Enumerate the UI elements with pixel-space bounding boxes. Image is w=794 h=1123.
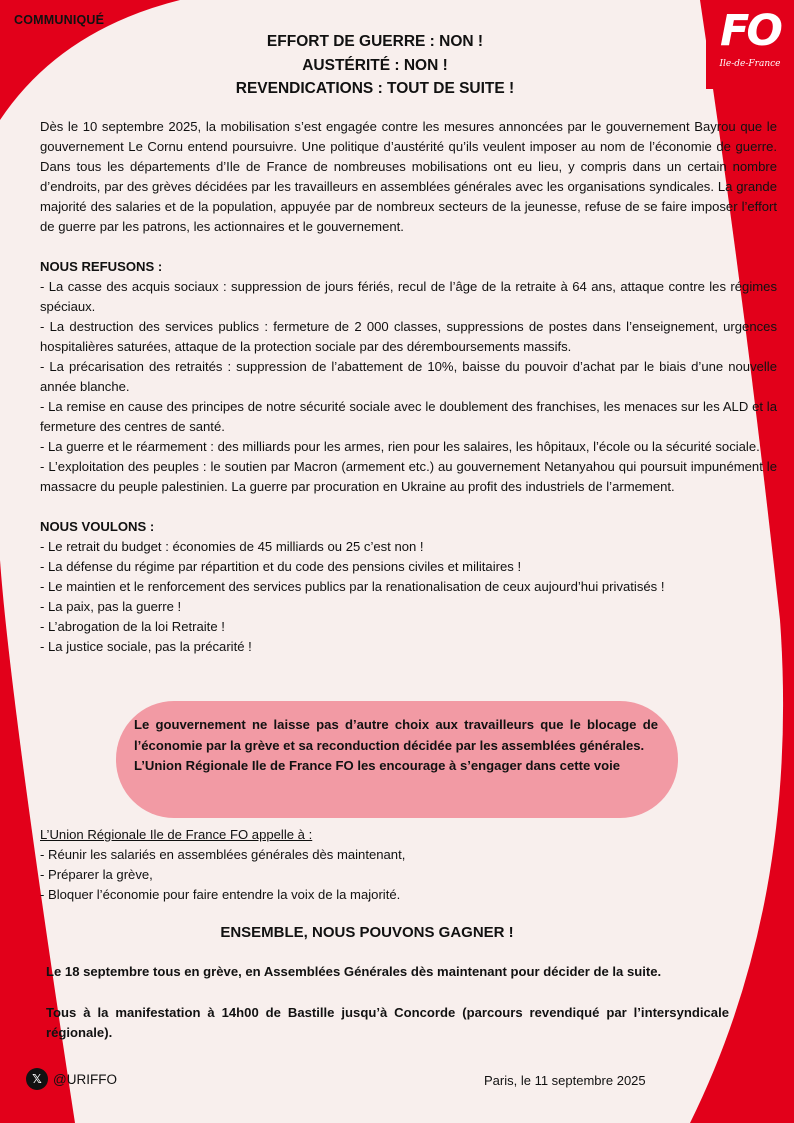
title-line-3: REVENDICATIONS : TOUT DE SUITE ! — [235, 80, 515, 97]
document-date: Paris, le 11 septembre 2025 — [484, 1073, 646, 1088]
strike-call: Le 18 septembre tous en grève, en Assemblées Générales dès maintenant pour décider de la suite. — [46, 964, 662, 979]
page-title — [0, 30, 750, 101]
slogan: ENSEMBLE, NOUS POUVONS GAGNER ! — [220, 924, 514, 941]
refusons-item: - La casse des acquis sociaux : suppression de jours fériés, recul de l’âge de la retraite à 64 ans, attaque contre les régimes spéciaux. — [40, 279, 777, 314]
refusons-item: - La précarisation des retraités : suppression de l’abattement de 10%, baisse du pouvoir d’achat par le biais d’une nouvelle année blanche. — [40, 359, 777, 394]
appel-item: - Réunir les salariés en assemblées générales dès maintenant, — [40, 847, 406, 862]
intro-paragraph: Dès le 10 septembre 2025, la mobilisation s’est engagée contre les mesures annoncées par le gouvernement Bayrou que le gouvernement Le Cornu entend poursuivre. Une politique d’austérité qu’ils veulent imposer au nom de l’économie de guerre. Dans tous les départements d’Ile de France de nombreuses mobilisations ont eu lieu, y compris dans un certain nombre d’endroits, par des grèves décidées par les travailleurs en assemblées générales avec les organisations syndicales. La grande majorité des salaries et de la population, appuyée par de nombreux secteurs de la jeunesse, refuse de se faire imposer l’effort de guerre par les patrons, les actionnaires et le gouvernement. — [40, 119, 777, 234]
voulons-item: - La défense du régime par répartition et du code des pensions civiles et militaires ! — [40, 559, 522, 574]
logo-fo-text: FO — [720, 6, 780, 56]
callout-line-1: Le gouvernement ne laisse pas d’autre choix aux travailleurs que le blocage de l’économie par la grève et sa reconduction décidée par les assemblées générales. — [134, 717, 658, 753]
appel-section — [40, 825, 640, 905]
main-body — [40, 117, 777, 657]
appel-item: - Préparer la grève, — [40, 867, 153, 882]
appel-heading: L’Union Régionale Ile de France FO appelle à : — [40, 827, 313, 842]
refusons-item: - L’exploitation des peuples : le soutien par Macron (armement etc.) au gouvernement Netanyahou qui poursuit impunément le massacre du peuple palestinien. La guerre par procuration en Ukraine au profit des industriels de l’armement. — [40, 459, 777, 494]
callout-box — [116, 701, 678, 818]
voulons-item: - Le retrait du budget : économies de 45 milliards ou 25 c’est non ! — [40, 539, 424, 554]
refusons-item: - La guerre et le réarmement : des milliards pour les armes, rien pour les salaires, les hôpitaux, l’école ou la sécurité sociale. — [40, 439, 760, 454]
voulons-item: - L’abrogation de la loi Retraite ! — [40, 619, 225, 634]
refusons-item: - La destruction des services publics : fermeture de 2 000 classes, suppressions de postes dans l’enseignement, urgences hospitalières saturées, attaque de la protection sociale par des déremboursements massifs. — [40, 319, 777, 354]
title-line-1: EFFORT DE GUERRE : NON ! — [266, 33, 484, 50]
social-handle[interactable] — [26, 1068, 117, 1090]
voulons-item: - Le maintien et le renforcement des services publics par la renationalisation de ceux aujourd’hui privatisés ! — [40, 579, 665, 594]
demonstration-call: Tous à la manifestation à 14h00 de Bastille jusqu’à Concorde (parcours revendiqué par l’intersyndicale régionale). — [46, 1005, 729, 1040]
appel-item: - Bloquer l’économie pour faire entendre la voix de la majorité. — [40, 887, 401, 902]
voulons-item: - La paix, pas la guerre ! — [40, 599, 182, 614]
title-line-2: AUSTÉRITÉ : NON ! — [302, 56, 448, 74]
refusons-item: - La remise en cause des principes de notre sécurité sociale avec le doublement des franchises, les menaces sur les ALD et la fermeture des centres de santé. — [40, 399, 777, 434]
voulons-heading: NOUS VOULONS : — [40, 519, 155, 534]
refusons-heading: NOUS REFUSONS : — [40, 259, 163, 274]
x-logo-icon: 𝕏 — [26, 1068, 48, 1090]
voulons-item: - La justice sociale, pas la précarité ! — [40, 639, 252, 654]
communique-label: COMMUNIQUÉ — [14, 13, 105, 27]
fo-logo — [706, 0, 794, 89]
callout-line-2: L’Union Régionale Ile de France FO les encourage à s’engager dans cette voie — [134, 758, 621, 773]
logo-region-text: Ile-de-France — [719, 59, 781, 69]
social-handle-text[interactable]: @URIFFO — [53, 1071, 117, 1087]
